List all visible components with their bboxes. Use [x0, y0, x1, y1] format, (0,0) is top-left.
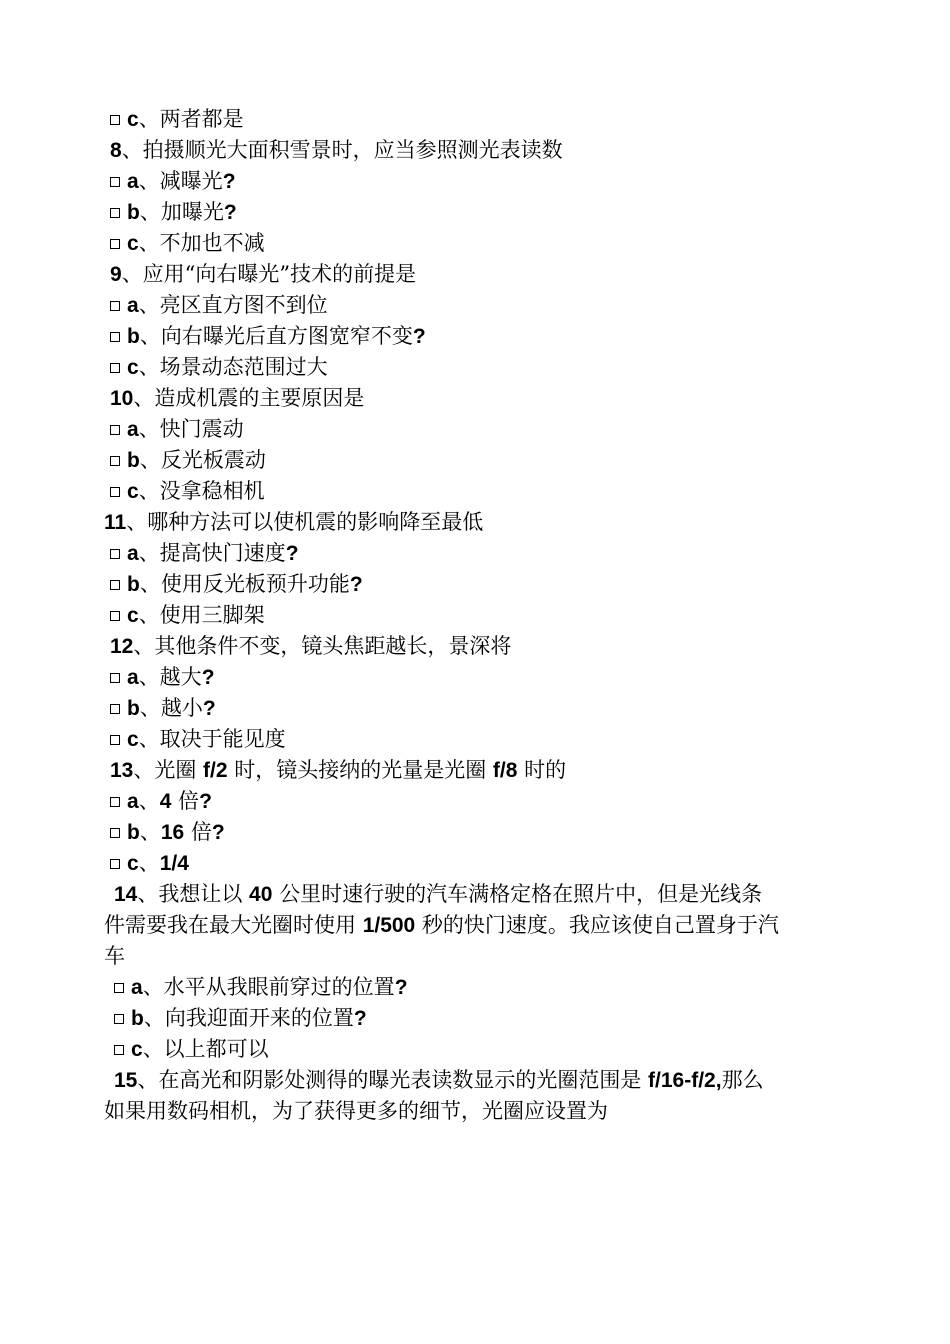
checkbox-icon[interactable]	[110, 828, 120, 838]
option-text: 、两者都是	[138, 107, 244, 131]
option-letter: a	[127, 418, 139, 441]
question-text-bold: f/16-f/2,	[648, 1069, 722, 1092]
question-text: 时的	[517, 758, 567, 782]
option-text: 、没拿稳相机	[138, 479, 265, 503]
checkbox-icon[interactable]	[110, 425, 120, 435]
option-letter: c	[127, 108, 139, 131]
option-item[interactable]	[104, 538, 854, 569]
option-letter: a	[127, 542, 139, 565]
option-item[interactable]	[104, 321, 854, 352]
option-mark: ?	[223, 201, 237, 224]
question-number: 13	[110, 759, 134, 782]
option-text: 、场景动态范围过大	[138, 355, 328, 379]
option-mark: ?	[202, 697, 216, 720]
option-letter: b	[131, 1007, 144, 1030]
option-mark: ?	[285, 542, 299, 565]
option-item[interactable]	[104, 693, 854, 724]
question-item	[104, 259, 854, 290]
question-item	[104, 383, 854, 414]
question-text: 车	[104, 944, 125, 968]
option-item[interactable]	[104, 352, 854, 383]
option-text: 、向我迎面开来的位置	[143, 1006, 354, 1030]
question-13	[104, 755, 854, 786]
question-text-bold: 1/500	[362, 914, 416, 937]
option-letter: b	[127, 821, 140, 844]
question-number: 12	[110, 635, 134, 658]
option-mark: ?	[199, 790, 212, 813]
question-number: 11	[104, 511, 127, 534]
option-text: 、减曝光	[138, 169, 223, 193]
option-text: 、	[139, 820, 161, 844]
option-letter: c	[127, 480, 139, 503]
checkbox-icon[interactable]	[110, 704, 120, 714]
option-letter: a	[127, 294, 139, 317]
option-value: 16	[160, 821, 185, 844]
checkbox-icon[interactable]	[110, 208, 120, 218]
question-text: 如果用数码相机，为了获得更多的细节，光圈应设置为	[104, 1099, 608, 1123]
option-text: 、越大	[138, 665, 202, 689]
option-letter: c	[131, 1038, 143, 1061]
question-text: 、在高光和阴影处测得的曝光表读数显示的光圈范围是	[137, 1068, 649, 1092]
option-13b[interactable]	[104, 817, 854, 848]
option-item[interactable]	[104, 290, 854, 321]
question-number: 15	[114, 1069, 138, 1092]
option-letter: a	[127, 790, 139, 813]
items-container	[104, 104, 854, 755]
option-text: 、取决于能见度	[138, 727, 286, 751]
option-item[interactable]	[104, 228, 854, 259]
option-text: 、反光板震动	[139, 448, 266, 472]
option-14b[interactable]	[104, 1003, 854, 1034]
option-item[interactable]	[104, 445, 854, 476]
option-text: 、向右曝光后直方图宽窄不变	[139, 324, 413, 348]
option-text: 、快门震动	[138, 417, 244, 441]
question-text: 、光圈	[133, 758, 204, 782]
option-item[interactable]	[104, 724, 854, 755]
option-letter: c	[127, 356, 139, 379]
option-14a[interactable]	[104, 972, 854, 1003]
option-text: 、	[138, 789, 160, 813]
question-text: 秒的快门速度。我应该使自己置身于汽	[415, 913, 779, 937]
checkbox-icon[interactable]	[110, 177, 120, 187]
checkbox-icon[interactable]	[110, 580, 120, 590]
option-text: 、水平从我眼前穿过的位置	[142, 975, 395, 999]
option-item[interactable]	[104, 600, 854, 631]
question-item	[104, 135, 854, 166]
option-letter: a	[127, 170, 139, 193]
checkbox-icon[interactable]	[110, 859, 120, 869]
option-letter: b	[127, 201, 140, 224]
question-text-bold: 40	[249, 883, 273, 906]
option-14c[interactable]	[104, 1034, 854, 1065]
option-text: 、使用反光板预升功能	[139, 572, 350, 596]
option-text: 、以上都可以	[142, 1037, 269, 1061]
option-letter: c	[127, 604, 139, 627]
checkbox-icon[interactable]	[110, 797, 120, 807]
question-text: 、哪种方法可以使机震的影响降至最低	[126, 510, 484, 534]
question-text: 时，镜头接纳的光量是光圈	[227, 758, 493, 782]
option-13a[interactable]	[104, 786, 854, 817]
question-14-line-3	[104, 941, 854, 972]
question-item	[104, 631, 854, 662]
option-item[interactable]	[104, 414, 854, 445]
question-text-bold: f/8	[492, 759, 518, 782]
checkbox-icon[interactable]	[110, 301, 120, 311]
option-text: 、越小	[139, 696, 203, 720]
option-item[interactable]	[104, 662, 854, 693]
question-text: 、造成机震的主要原因是	[133, 386, 365, 410]
question-number: 14	[114, 883, 138, 906]
option-letter: b	[127, 573, 140, 596]
option-mark: ?	[222, 170, 236, 193]
option-letter: b	[127, 325, 140, 348]
checkbox-icon[interactable]	[110, 487, 120, 497]
option-item[interactable]	[104, 104, 854, 135]
checkbox-icon[interactable]	[114, 1014, 124, 1024]
question-text: 、应用“向右曝光”技术的前提是	[121, 262, 417, 286]
checkbox-icon[interactable]	[110, 549, 120, 559]
option-text: 、亮区直方图不到位	[138, 293, 328, 317]
checkbox-icon[interactable]	[110, 239, 120, 249]
option-value: 4	[159, 790, 172, 813]
option-value: 1/4	[159, 852, 189, 875]
option-mark: ?	[394, 976, 408, 999]
option-item[interactable]	[104, 569, 854, 600]
checkbox-icon[interactable]	[114, 983, 124, 993]
question-number: 9	[110, 263, 122, 286]
option-text: 、加曝光	[139, 200, 224, 224]
question-text: 、我想让以	[137, 882, 250, 906]
option-letter: a	[127, 666, 139, 689]
checkbox-icon[interactable]	[110, 735, 120, 745]
question-text: 、拍摄顺光大面积雪景时，应当参照测光表读数	[121, 138, 563, 162]
question-15-line-2	[104, 1096, 854, 1127]
question-14-line-1	[104, 879, 854, 910]
question-text: 、其他条件不变，镜头焦距越长，景深将	[133, 634, 512, 658]
option-letter: c	[127, 852, 139, 875]
option-letter: a	[131, 976, 143, 999]
option-letter: c	[127, 728, 139, 751]
option-item[interactable]	[104, 197, 854, 228]
option-letter: b	[127, 449, 140, 472]
checkbox-icon[interactable]	[110, 611, 120, 621]
option-text: 、使用三脚架	[138, 603, 265, 627]
question-15-line-1	[104, 1065, 854, 1096]
question-number: 10	[110, 387, 134, 410]
question-text: 那么	[721, 1068, 764, 1092]
checkbox-icon[interactable]	[110, 363, 120, 373]
question-14-line-2	[104, 910, 854, 941]
option-mark: ?	[353, 1007, 367, 1030]
option-mark: ?	[412, 325, 426, 348]
option-mark: ?	[211, 821, 225, 844]
option-item[interactable]	[104, 476, 854, 507]
option-mark: ?	[201, 666, 215, 689]
option-text: 、	[138, 851, 160, 875]
question-number: 8	[110, 139, 122, 162]
question-text-bold: f/2	[203, 759, 228, 782]
checkbox-icon[interactable]	[110, 332, 120, 342]
option-text: 、不加也不减	[138, 231, 265, 255]
option-letter: b	[127, 697, 140, 720]
option-mark: ?	[349, 573, 363, 596]
checkbox-icon[interactable]	[114, 1045, 124, 1055]
option-13c[interactable]	[104, 848, 854, 879]
question-item	[104, 507, 854, 538]
option-letter: c	[127, 232, 139, 255]
question-list	[104, 104, 854, 1127]
option-unit: 倍	[171, 789, 200, 813]
checkbox-icon[interactable]	[110, 673, 120, 683]
question-text: 件需要我在最大光圈时使用	[104, 913, 363, 937]
option-unit: 倍	[184, 820, 212, 844]
checkbox-icon[interactable]	[110, 456, 120, 466]
option-item[interactable]	[104, 166, 854, 197]
question-text: 公里时速行驶的汽车满格定格在照片中，但是光线条	[272, 882, 763, 906]
checkbox-icon[interactable]	[110, 115, 120, 125]
option-text: 、提高快门速度	[138, 541, 286, 565]
